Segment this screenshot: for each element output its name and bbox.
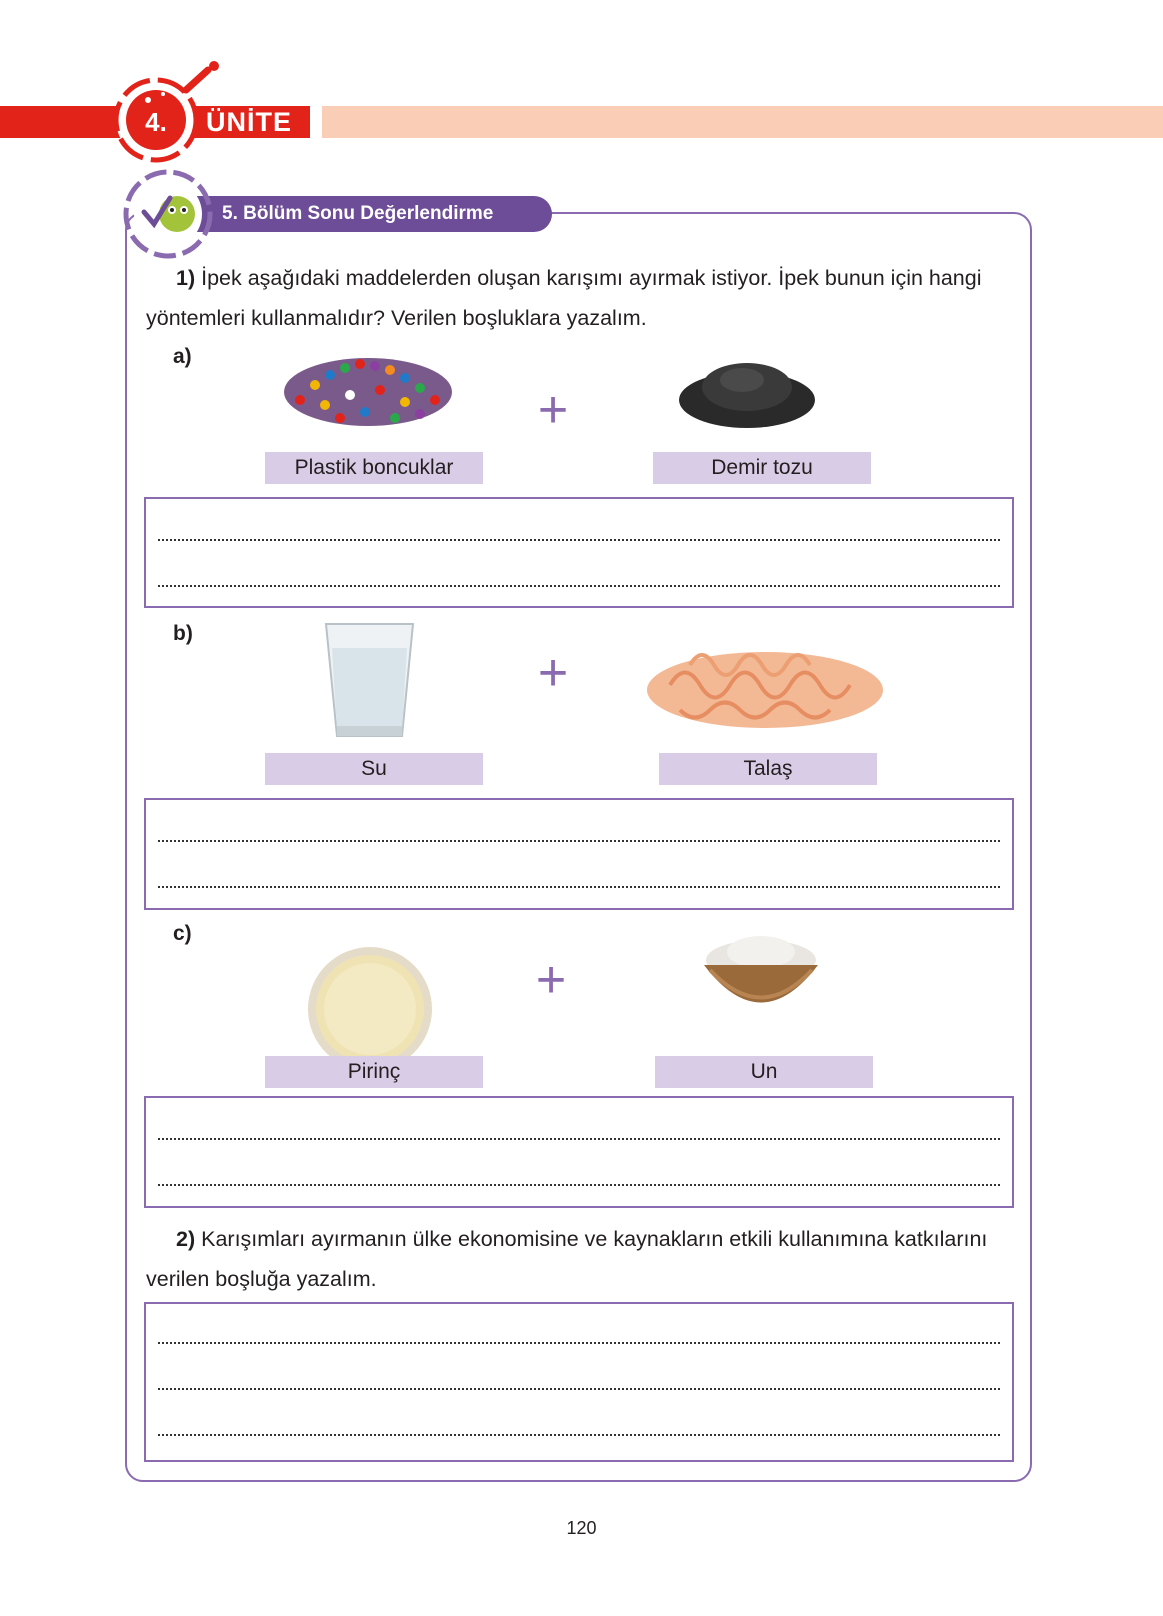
label-plastic-beads: Plastik boncuklar bbox=[265, 452, 483, 484]
question-2-text bbox=[146, 1219, 1018, 1299]
unit-number: 4. bbox=[145, 107, 167, 137]
item-b-letter: b) bbox=[173, 622, 193, 645]
question-1-body: İpek aşağıdaki maddelerden oluşan karışımı ayırmak istiyor. İpek bunun için hangi yöntemleri kullanmalıdır? Verilen boşluklara yazalım. bbox=[146, 266, 982, 330]
label-sawdust: Talaş bbox=[659, 753, 877, 785]
rice-bowl-image bbox=[306, 945, 434, 1073]
checklist-mascot-icon bbox=[122, 168, 214, 260]
question-2-number: 2) bbox=[176, 1227, 196, 1251]
item-a-letter: a) bbox=[173, 345, 192, 368]
answer-box-a[interactable] bbox=[144, 497, 1014, 608]
section-title: 5. Bölüm Sonu Değerlendirme bbox=[222, 203, 494, 224]
item-c-letter: c) bbox=[173, 922, 192, 945]
question-1-number: 1) bbox=[176, 266, 196, 290]
unit-label: ÜNİTE bbox=[206, 107, 292, 137]
question-2-body: Karışımları ayırmanın ülke ekonomisine ve kaynakların etkili kullanımına katkılarını verilen boşluğa yazalım. bbox=[146, 1227, 988, 1291]
answer-box-q2[interactable] bbox=[144, 1302, 1014, 1462]
page-number: 120 bbox=[566, 1518, 597, 1538]
plus-sign-c: + bbox=[535, 951, 567, 1009]
answer-box-c[interactable] bbox=[144, 1096, 1014, 1208]
water-glass-image bbox=[322, 618, 417, 743]
label-water: Su bbox=[265, 753, 483, 785]
flour-bowl-image bbox=[700, 930, 822, 1025]
label-flour: Un bbox=[655, 1056, 873, 1088]
plastic-beads-image bbox=[280, 340, 455, 432]
label-rice: Pirinç bbox=[265, 1056, 483, 1088]
answer-box-b[interactable] bbox=[144, 798, 1014, 910]
label-iron-powder: Demir tozu bbox=[653, 452, 871, 484]
plus-sign-a: + bbox=[537, 381, 569, 439]
iron-powder-image bbox=[672, 345, 822, 435]
plus-sign-b: + bbox=[537, 644, 569, 702]
unit-peach-band bbox=[322, 106, 1163, 138]
sawdust-image bbox=[640, 625, 890, 740]
question-1-text bbox=[146, 258, 1018, 338]
